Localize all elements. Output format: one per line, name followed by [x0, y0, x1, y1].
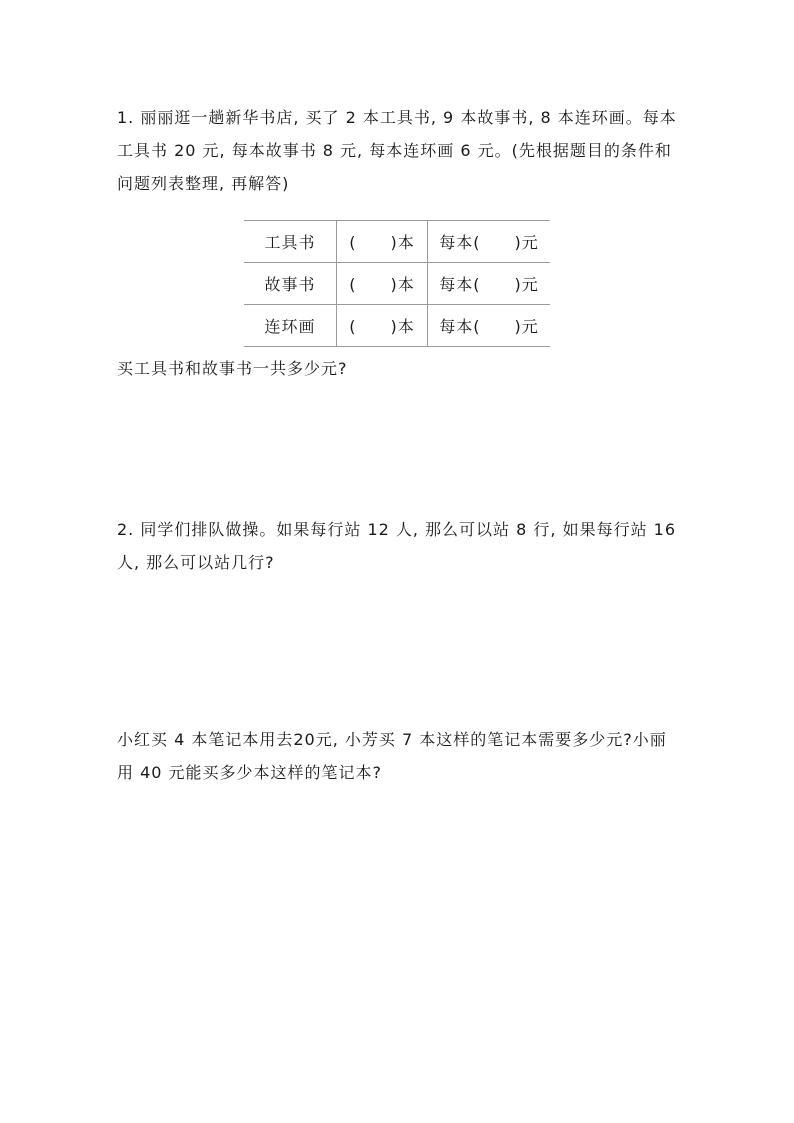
book-type: 连环画	[244, 305, 337, 347]
quantity-cell	[337, 305, 428, 347]
paren-open: (	[349, 317, 357, 336]
paren-close: )本	[390, 317, 415, 336]
price-cell	[428, 221, 551, 263]
paren-open: (	[349, 275, 357, 294]
paren-close: )本	[390, 233, 415, 252]
quantity-cell	[337, 221, 428, 263]
price-close: )元	[514, 233, 539, 252]
price-close: )元	[514, 275, 539, 294]
books-table	[244, 220, 550, 347]
table-row	[244, 305, 550, 347]
price-cell	[428, 263, 551, 305]
price-open: 每本(	[439, 317, 481, 336]
table-row	[244, 263, 550, 305]
question-3-text: 小红买 4 本笔记本用去20元, 小芳买 7 本这样的笔记本需要多少元?小丽用 40 元能买多少本这样的笔记本?	[117, 730, 667, 782]
question-2	[117, 513, 682, 579]
question-1-ask: 买工具书和故事书一共多少元?	[117, 359, 348, 378]
question-3	[117, 723, 682, 789]
table-row	[244, 221, 550, 263]
quantity-cell	[337, 263, 428, 305]
price-open: 每本(	[439, 233, 481, 252]
price-cell	[428, 305, 551, 347]
question-2-text: 2. 同学们排队做操。如果每行站 12 人, 那么可以站 8 行, 如果每行站 16 人, 那么可以站几行?	[117, 520, 677, 572]
question-1-prompt	[117, 352, 682, 385]
price-close: )元	[514, 317, 539, 336]
question-1-text: 1. 丽丽逛一趟新华书店, 买了 2 本工具书, 9 本故事书, 8 本连环画。每本工具书 20 元, 每本故事书 8 元, 每本连环画 6 元。(先根据题目的条件和问题列表整理, 再解答)	[117, 108, 677, 193]
book-type: 工具书	[244, 221, 337, 263]
question-1	[117, 101, 682, 200]
price-open: 每本(	[439, 275, 481, 294]
paren-open: (	[349, 233, 357, 252]
paren-close: )本	[390, 275, 415, 294]
book-type: 故事书	[244, 263, 337, 305]
